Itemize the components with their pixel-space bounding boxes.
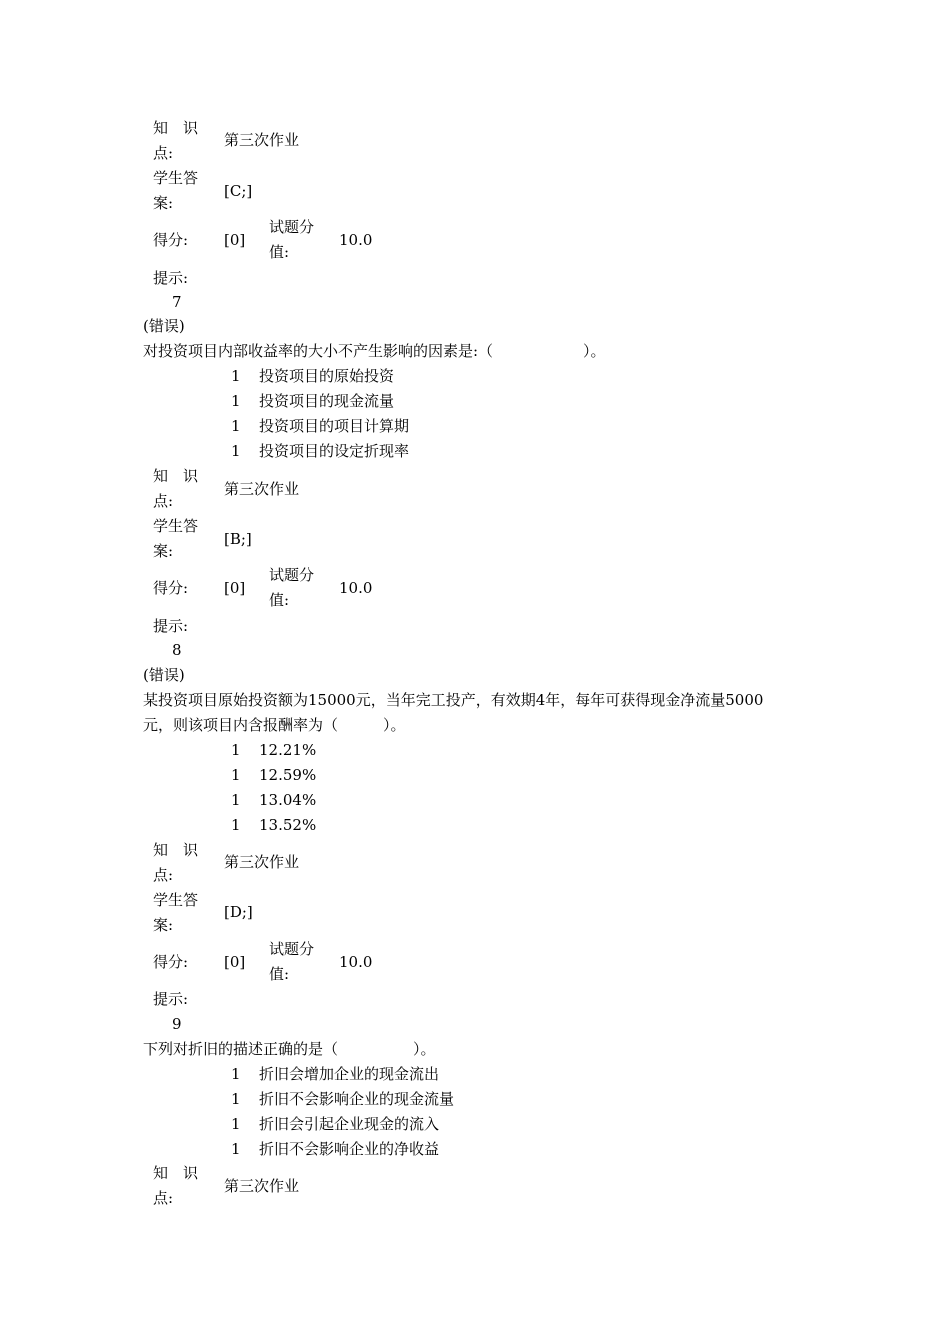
score-value: [0] <box>224 579 246 597</box>
student-answer-label-line1: 学生答 <box>153 891 199 909</box>
option-b[interactable]: 12.59% <box>259 766 317 784</box>
hint-label: 提示: <box>153 617 189 635</box>
question-number: 8 <box>172 641 182 659</box>
question-value-label-line1: 试题分 <box>269 566 315 584</box>
question-value-label-line1: 试题分 <box>269 218 315 236</box>
student-answer-label-line1: 学生答 <box>153 517 199 535</box>
question-number: 9 <box>172 1015 182 1033</box>
knowledge-value: 第三次作业 <box>224 1177 300 1195</box>
option-c[interactable]: 13.04% <box>259 791 317 809</box>
option-bullet: 1 <box>231 816 241 834</box>
question-value-label-line2: 值: <box>269 965 290 983</box>
option-bullet: 1 <box>231 442 241 460</box>
option-bullet: 1 <box>231 367 241 385</box>
student-answer-label-line1: 学生答 <box>153 169 199 187</box>
knowledge-label-line2: 点: <box>153 866 174 884</box>
option-bullet: 1 <box>231 1065 241 1083</box>
option-a[interactable]: 折旧会增加企业的现金流出 <box>259 1065 440 1083</box>
option-c[interactable]: 投资项目的项目计算期 <box>259 417 410 435</box>
question-value: 10.0 <box>339 953 373 971</box>
option-a[interactable]: 12.21% <box>259 741 317 759</box>
question-text: 对投资项目内部收益率的大小不产生影响的因素是:（ ）。 <box>143 342 606 360</box>
student-answer-label-line2: 案: <box>153 916 174 934</box>
question-value-label-line2: 值: <box>269 243 290 261</box>
knowledge-label-line2: 点: <box>153 144 174 162</box>
question-status: (错误) <box>143 666 185 684</box>
hint-label: 提示: <box>153 269 189 287</box>
option-bullet: 1 <box>231 1115 241 1133</box>
knowledge-label-line1: 知 识 <box>153 119 199 137</box>
knowledge-label-line1: 知 识 <box>153 1164 199 1182</box>
score-label: 得分: <box>153 579 189 597</box>
student-answer-value: [D;] <box>224 903 253 921</box>
option-bullet: 1 <box>231 741 241 759</box>
student-answer-value: [B;] <box>224 530 252 548</box>
score-label: 得分: <box>153 231 189 249</box>
option-b[interactable]: 投资项目的现金流量 <box>259 392 395 410</box>
student-answer-label-line2: 案: <box>153 542 174 560</box>
score-label: 得分: <box>153 953 189 971</box>
question-text-line1: 某投资项目原始投资额为15000元，当年完工投产，有效期4年，每年可获得现金净流量5000 <box>143 691 764 709</box>
question-value-label-line1: 试题分 <box>269 940 315 958</box>
question-value-label-line2: 值: <box>269 591 290 609</box>
option-d[interactable]: 投资项目的设定折现率 <box>259 442 410 460</box>
option-d[interactable]: 13.52% <box>259 816 317 834</box>
score-value: [0] <box>224 953 246 971</box>
knowledge-label-line1: 知 识 <box>153 841 199 859</box>
question-value: 10.0 <box>339 579 373 597</box>
score-value: [0] <box>224 231 246 249</box>
knowledge-label-line2: 点: <box>153 492 174 510</box>
knowledge-label-line1: 知 识 <box>153 467 199 485</box>
option-b[interactable]: 折旧不会影响企业的现金流量 <box>259 1090 455 1108</box>
question-text: 下列对折旧的描述正确的是（ ）。 <box>143 1040 436 1058</box>
knowledge-value: 第三次作业 <box>224 131 300 149</box>
option-bullet: 1 <box>231 766 241 784</box>
option-a[interactable]: 投资项目的原始投资 <box>259 367 395 385</box>
student-answer-value: [C;] <box>224 182 253 200</box>
option-bullet: 1 <box>231 392 241 410</box>
question-status: (错误) <box>143 317 185 335</box>
option-c[interactable]: 折旧会引起企业现金的流入 <box>259 1115 440 1133</box>
question-value: 10.0 <box>339 231 373 249</box>
option-bullet: 1 <box>231 1090 241 1108</box>
knowledge-value: 第三次作业 <box>224 853 300 871</box>
question-number: 7 <box>172 293 182 311</box>
question-text-line2: 元，则该项目内含报酬率为（ ）。 <box>143 716 406 734</box>
option-d[interactable]: 折旧不会影响企业的净收益 <box>259 1140 440 1158</box>
student-answer-label-line2: 案: <box>153 194 174 212</box>
option-bullet: 1 <box>231 417 241 435</box>
knowledge-label-line2: 点: <box>153 1189 174 1207</box>
knowledge-value: 第三次作业 <box>224 480 300 498</box>
hint-label: 提示: <box>153 990 189 1008</box>
option-bullet: 1 <box>231 1140 241 1158</box>
option-bullet: 1 <box>231 791 241 809</box>
